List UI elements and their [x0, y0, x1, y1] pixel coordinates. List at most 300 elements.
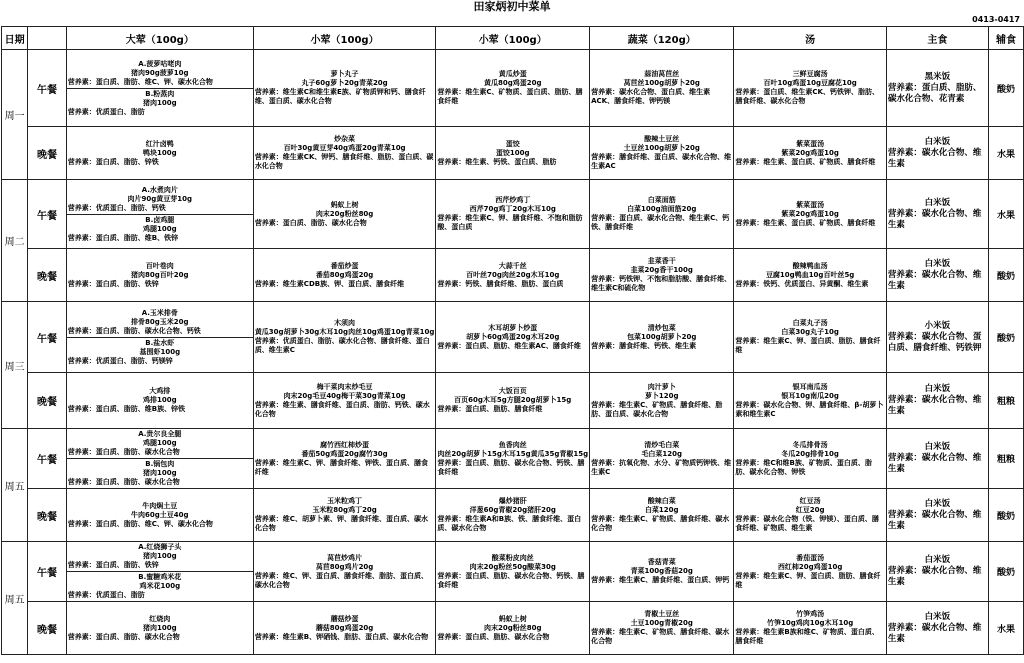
big-meat-option: [68, 262, 252, 289]
dish-nutrients: 营养素：蛋白质、脂肪、碳水化合物: [67, 478, 180, 486]
soup-cell: [734, 602, 886, 655]
small-meat-2-cell: [436, 489, 590, 542]
dish-ingredients: 玉米粒80g鸡丁20g: [312, 506, 377, 514]
small-meat-2-cell: [436, 50, 590, 127]
dish-nutrients: 营养素：碳水化合物、维生素: [887, 622, 982, 644]
dish-name: 白米饭: [924, 555, 951, 565]
dish-ingredients: 百叶30g黄豆芽40g鸡蛋20g青菜10g: [283, 144, 406, 152]
dish-name: 红烧肉: [149, 614, 171, 623]
dish-nutrients: 营养素：膳食纤维、钙铁、维生素: [591, 341, 697, 350]
soup-cell: [734, 127, 886, 180]
soup-cell: [734, 249, 886, 302]
header-date: 日期: [2, 27, 28, 50]
dish-name: 酸辣土豆丝: [644, 135, 680, 143]
dish-ingredients: 排骨80g玉米20g: [131, 317, 189, 326]
dish-name: 白米饭: [924, 136, 951, 147]
meal-row: [2, 373, 1024, 429]
staple-cell: [886, 249, 988, 302]
dish-ingredients: 基围虾100g: [139, 347, 181, 356]
big-meat-cell: [66, 429, 253, 489]
dish-ingredients: 鸡腿100g: [142, 224, 177, 233]
big-meat-option: [67, 215, 253, 244]
header-meat-big: 大荤（100g）: [66, 27, 253, 50]
dish-ingredients: 猪肉100g: [142, 552, 177, 560]
dish-ingredients: 白菜30g丸子10g: [781, 328, 839, 336]
small-meat-1-cell: [253, 302, 436, 373]
dish-name: 番茄蛋汤: [796, 553, 825, 562]
dish-name: B.锅包肉: [145, 460, 175, 468]
dish-nutrients: 营养素：蛋白质、脂肪、维生素AC、膳食纤维: [437, 341, 581, 350]
dish-ingredients: 蛋饺100g: [495, 148, 530, 157]
dish-nutrients: 营养素：蛋白质、脂肪、碳水化合物、钙铁: [67, 326, 201, 335]
big-meat-cell: [66, 542, 253, 602]
dish-nutrients: 营养素：维生素、蛋白质、矿物质、膳食纤维: [735, 218, 876, 227]
header-veg: 蔬菜（120g）: [590, 27, 734, 50]
dish-nutrients: 营养素：维C、钾、蛋白质、膳食纤维、脂肪、蛋白质、碳水化合物: [254, 571, 428, 589]
big-meat-option: [67, 185, 253, 215]
dish-nutrients: 营养素：钙铁、膳食纤维、脂肪、蛋白质: [437, 279, 564, 288]
dish-ingredients: 萝卜120g: [644, 391, 679, 400]
day-label: 周五: [2, 542, 28, 655]
day-label: 周五: [2, 429, 28, 542]
small-meat-1-cell: [253, 489, 436, 542]
veg-cell: [590, 302, 734, 373]
dish-ingredients: 竹笋10g鸡肉10g木耳10g: [767, 619, 854, 627]
dish-ingredients: 黄瓜80g鸡蛋20g: [483, 79, 542, 87]
soup-cell: [734, 50, 886, 127]
dish-name: 竹笋鸡汤: [796, 610, 825, 618]
dish-name: 番茄炒蛋: [330, 261, 359, 270]
dish-name: 三鲜豆腐汤: [792, 70, 828, 78]
dish-name: B.粉蒸肉: [145, 89, 175, 98]
dish-name: 木耳胡萝卜炒蛋: [488, 323, 538, 332]
header-soup: 汤: [734, 27, 886, 50]
dish-name: 大饭百页: [498, 387, 527, 395]
dish-ingredients: 莴苣丝100g胡萝卜20g: [623, 79, 700, 87]
big-meat-option: [68, 140, 252, 167]
big-meat-cell: [66, 180, 253, 249]
dish-nutrients: 营养素：优质蛋白、脂肪、钙镁锌: [67, 356, 173, 365]
staple-cell: [886, 180, 988, 249]
dish-ingredients: 番茄80g鸡蛋20g: [315, 270, 374, 279]
meal-label: 午餐: [28, 180, 67, 249]
dish-name: 炒杂菜: [334, 135, 356, 143]
dish-nutrients: 营养素：蛋白质、脂肪、碳水化合物、钙铁、膳食纤维: [437, 458, 585, 476]
dish-ingredients: 蘑菇80g鸡蛋20g: [315, 623, 374, 632]
dish-nutrients: 营养素：维生素C、钾、膳食纤维、钾铁、蛋白质、膳食纤维: [254, 458, 428, 476]
dish-name: 牛肉焖土豆: [142, 501, 178, 510]
dish-nutrients: 营养素：维生素A和B族、铁、膳食纤维、蛋白质、碳水化合物: [437, 515, 582, 532]
dish-nutrients: 营养素：碳水化合物、维生素: [887, 395, 982, 416]
side-dish-label: 水果: [988, 127, 1023, 180]
dish-ingredients: 毛白菜120g: [641, 449, 683, 458]
dish-ingredients: 洋葱60g青椒20g猪肝20g: [469, 506, 556, 514]
dish-name: 蛋饺: [505, 139, 520, 148]
big-meat-option: [67, 429, 253, 459]
meal-label: 晚餐: [28, 602, 67, 655]
dish-name: 大蒜千丝: [498, 261, 527, 270]
menu-body: [2, 50, 1024, 655]
dish-name: 白米饭: [924, 197, 951, 208]
dish-name: 白米饭: [924, 258, 951, 269]
dish-nutrients: 营养素：蛋白质、脂肪、碳水化合物、钙铁、膳食纤维: [437, 571, 585, 589]
dish-name: 小米饭: [924, 320, 951, 331]
dish-name: A.红烧狮子头: [138, 543, 182, 551]
meal-row: [2, 180, 1024, 249]
dish-nutrients: 营养素：维C、胡萝卜素、钾、膳食纤维、蛋白质、碳水化合物: [254, 515, 428, 532]
dish-name: A.玉米排骨: [141, 308, 178, 317]
staple-cell: [886, 50, 988, 127]
dish-nutrients: 营养素：维生素C、钾、蛋白质、脂肪、膳食纤维: [735, 571, 881, 589]
header-meat-small-2: 小荤（100g）: [436, 27, 590, 50]
dish-ingredients: 百叶10g鸡蛋10g豆腐花10g: [763, 79, 857, 87]
dish-nutrients: 营养素：优质蛋白、脂肪、钙铁: [67, 203, 166, 212]
dish-ingredients: 鸡腿100g: [142, 439, 177, 447]
small-meat-2-cell: [436, 602, 590, 655]
dish-nutrients: 营养素：维C和维B族、矿物质、蛋白质、脂肪、碳水化合物、钾铁: [735, 458, 872, 476]
dish-nutrients: 营养素：碳水化合物、维生素: [887, 269, 982, 291]
dish-nutrients: 营养素：蛋白质、脂肪、维B、铁锌: [67, 233, 179, 242]
dish-ingredients: 肉丝20g胡萝卜15g木耳15g黄瓜35g青椒15g: [437, 449, 589, 458]
dish-nutrients: 营养素：优质蛋白、脂肪: [67, 591, 145, 599]
dish-name: 红汁卤鸭: [145, 139, 174, 148]
dish-ingredients: 肉末20g毛豆40g梅干菜30g青菜10g: [283, 391, 406, 400]
big-meat-cell: [66, 302, 253, 373]
dish-name: B.蜜糖鸡米花: [138, 573, 182, 581]
dish-name: 萝卜丸子: [330, 70, 359, 78]
dish-ingredients: 紫菜20g鸡蛋10g: [781, 148, 839, 157]
meal-label: 晚餐: [28, 373, 67, 429]
dish-ingredients: 红豆20g: [795, 506, 825, 514]
dish-name: 蚂蚁上树: [498, 614, 527, 623]
veg-cell: [590, 489, 734, 542]
dish-ingredients: 猪肉100g: [142, 623, 177, 632]
veg-cell: [590, 50, 734, 127]
veg-cell: [590, 249, 734, 302]
dish-nutrients: 营养素：膳食纤维、蛋白质、碳水化合物、维生素AC: [591, 153, 732, 170]
dish-name: 清炒包菜: [647, 323, 676, 332]
dish-ingredients: 豆腐10g鸭血10g百叶丝5g: [765, 270, 855, 279]
dish-nutrients: 营养素：维生素C和维生素E族、矿物质钾和钙、膳食纤维、蛋白质、碳水化合物: [254, 88, 426, 105]
header-row: [2, 27, 1024, 50]
dish-name: 银耳南瓜汤: [792, 382, 828, 391]
dish-name: 白菜面筋: [647, 196, 676, 204]
menu-table: [1, 26, 1024, 655]
dish-ingredients: 包菜100g胡萝卜20g: [627, 332, 697, 341]
meal-row: [2, 489, 1024, 542]
dish-name: B.卤鸡腿: [145, 215, 175, 224]
side-dish-label: 粗粮: [988, 373, 1023, 429]
dish-nutrients: 营养素：碳水化合物、蛋白质、维生素ACK、膳食纤维、钾钙镁: [591, 88, 711, 105]
dish-nutrients: 营养素：蛋白质、脂肪、维B族、锌铁: [67, 405, 186, 413]
dish-ingredients: 番茄50g鸡蛋20g腐竹30g: [301, 449, 388, 458]
soup-cell: [734, 542, 886, 602]
meal-label: 晚餐: [28, 489, 67, 542]
meal-label: 午餐: [28, 429, 67, 489]
dish-ingredients: 鸡米花100g: [139, 582, 181, 590]
dish-name: 白米饭: [924, 611, 951, 622]
dish-name: 冬瓜排骨汤: [792, 440, 828, 449]
dish-name: 白菜丸子汤: [792, 319, 828, 327]
big-meat-cell: [66, 602, 253, 655]
staple-cell: [886, 542, 988, 602]
dish-ingredients: 白菜120g: [644, 506, 679, 514]
dish-nutrients: 营养素：维生素C、矿物质、膳食纤维、碳水化合物: [591, 515, 730, 532]
day-label: 周二: [2, 180, 28, 302]
side-dish-label: 酸奶: [988, 50, 1023, 127]
dish-ingredients: 百叶丝70g肉丝20g木耳10g: [466, 270, 560, 279]
veg-cell: [590, 373, 734, 429]
dish-nutrients: 营养素：维生素B、钾硒钱、脂肪、蛋白质、碳水化合物: [254, 632, 429, 641]
dish-nutrients: 营养素：碳水化合物、维生素: [887, 208, 982, 230]
small-meat-1-cell: [253, 50, 436, 127]
dish-nutrients: 营养素：蛋白质、脂肪、维C、钾、碳水化合物: [67, 519, 213, 528]
side-dish-label: 酸奶: [988, 489, 1023, 542]
staple-cell: [886, 602, 988, 655]
dish-nutrients: 营养素：蛋白质、脂肪、碳水化合物: [67, 632, 180, 641]
small-meat-1-cell: [253, 542, 436, 602]
dish-nutrients: 营养素：维生素B族和维C、矿物质、蛋白质、膳食纤维: [735, 628, 879, 645]
dish-name: 大鸡排: [149, 387, 171, 395]
meal-row: [2, 302, 1024, 373]
dish-nutrients: 营养素：蛋白质、脂肪、铁锌: [67, 279, 159, 288]
big-meat-option: [67, 59, 253, 89]
small-meat-1-cell: [253, 180, 436, 249]
staple-cell: [886, 127, 988, 180]
dish-nutrients: 营养素：蛋白质、脂肪、碳水化合物: [254, 218, 367, 227]
dish-name: 紫菜蛋汤: [796, 200, 825, 209]
big-meat-option: [68, 387, 252, 414]
dish-nutrients: 营养素：蛋白质、脂肪、碳水化合物: [437, 632, 550, 641]
dish-nutrients: 营养素：维生素、钙铁、蛋白质、脂肪: [437, 157, 557, 166]
side-dish-label: 酸奶: [988, 542, 1023, 602]
dish-name: 腐竹西红柿炒蛋: [320, 440, 370, 449]
side-dish-label: 水果: [988, 180, 1023, 249]
meal-row: [2, 542, 1024, 602]
dish-nutrients: 营养素：碳水化合物、蛋白质、膳食纤维、钙铁钾: [887, 331, 982, 353]
dish-name: 蘑菇炒蛋: [330, 614, 359, 623]
dish-name: B.盐水虾: [145, 338, 175, 347]
dish-nutrients: 营养素：碳水化合物、维生素: [887, 453, 982, 474]
dish-name: 酸菜粉皮肉丝: [491, 553, 534, 562]
dish-nutrients: 营养素：蛋白质、脂肪、锌铁: [67, 157, 159, 166]
soup-cell: [734, 429, 886, 489]
big-meat-cell: [66, 373, 253, 429]
dish-name: A.水煮肉片: [141, 185, 178, 194]
dish-ingredients: 牛肉60g土豆40g: [131, 510, 189, 519]
big-meat-cell: [66, 489, 253, 542]
dish-nutrients: 营养素：碳水化合物、维生素: [887, 566, 982, 587]
dish-ingredients: 猪肉80g百叶20g: [131, 270, 189, 279]
small-meat-1-cell: [253, 249, 436, 302]
big-meat-cell: [66, 127, 253, 180]
big-meat-option: [67, 308, 253, 338]
small-meat-1-cell: [253, 602, 436, 655]
dish-nutrients: 营养素：维生素C、矿物质、膳食纤维、脂肪、蛋白质、碳水化合物: [591, 400, 723, 418]
dish-nutrients: 营养素：钙铁钾、不饱和脂肪酸、膳食纤维、维生素C和硫化物: [591, 275, 732, 292]
big-meat-option: [68, 615, 252, 642]
dish-name: 木须肉: [334, 319, 356, 327]
dish-ingredients: 猪肉100g: [142, 469, 177, 477]
small-meat-1-cell: [253, 429, 436, 489]
date-range: 0413-0417: [972, 15, 1020, 24]
dish-ingredients: 西红柿20g鸡蛋10g: [777, 562, 843, 571]
dish-name: 清炒毛白菜: [644, 440, 680, 449]
small-meat-1-cell: [253, 373, 436, 429]
dish-ingredients: 莴苣80g鸡片20g: [315, 562, 374, 571]
header-staple: 主食: [886, 27, 988, 50]
dish-name: 红豆汤: [799, 497, 821, 505]
dish-name: 酸辣鸭血汤: [792, 261, 828, 270]
small-meat-2-cell: [436, 302, 590, 373]
big-meat-cell: [66, 249, 253, 302]
side-dish-label: 酸奶: [988, 302, 1023, 373]
dish-nutrients: 营养素：维生素CDB族、钾、蛋白质、膳食纤维: [254, 279, 405, 288]
dish-name: 青椒土豆丝: [644, 610, 680, 618]
dish-name: 韭菜香干: [647, 257, 676, 265]
side-dish-label: 酸奶: [988, 249, 1023, 302]
header-meat-small-1: 小荤（100g）: [253, 27, 436, 50]
dish-nutrients: 营养素：维生素C、矿物质、膳食纤维、碳水化合物: [591, 628, 730, 645]
dish-nutrients: 营养素：维生素、蛋白质、矿物质、膳食纤维: [735, 157, 876, 166]
meal-label: 晚餐: [28, 127, 67, 180]
dish-name: 蒜油莴苣丝: [644, 70, 680, 78]
meal-row: [2, 249, 1024, 302]
big-meat-cell: [66, 50, 253, 127]
small-meat-2-cell: [436, 429, 590, 489]
meal-row: [2, 127, 1024, 180]
dish-nutrients: 营养素：维生素C、钾、膳食纤维、不饱和脂肪酸、蛋白质: [437, 214, 583, 231]
dish-name: 西芹炒鸡丁: [495, 196, 531, 204]
header-meal: [28, 27, 67, 50]
big-meat-option: [68, 502, 252, 529]
dish-nutrients: 营养素：碳水化合物（铁、钾镁）、蛋白质、膳食纤维、矿物质、维生素: [735, 515, 879, 532]
dish-nutrients: 营养素：碳水化合物、维生素: [887, 147, 982, 169]
dish-name: 黑米饭: [924, 71, 951, 82]
dish-nutrients: 营养素：维生素C、钾、蛋白质、脂肪、膳食纤维: [735, 337, 881, 354]
dish-nutrients: 营养素：蛋白质、脂肪、碳水化合物: [67, 448, 180, 456]
dish-nutrients: 营养素：优质蛋白、脂肪: [67, 107, 145, 116]
veg-cell: [590, 602, 734, 655]
staple-cell: [886, 429, 988, 489]
meal-label: 午餐: [28, 302, 67, 373]
dish-name: 玉米粒鸡丁: [327, 497, 363, 505]
dish-name: A.菠萝咕咾肉: [138, 59, 182, 68]
soup-cell: [734, 489, 886, 542]
dish-name: 白米饭: [924, 384, 951, 394]
dish-name: 梅干菜肉末炒毛豆: [316, 382, 373, 391]
dish-ingredients: 猪肉100g: [142, 98, 177, 107]
dish-nutrients: 营养素：维生素C、矿物质、蛋白质、脂肪、膳食纤维: [437, 88, 583, 105]
big-meat-option: [67, 338, 253, 367]
day-label: 周一: [2, 50, 28, 180]
dish-name: 酸辣白菜: [647, 497, 676, 505]
page-title: 田家炳初中菜单: [473, 0, 551, 13]
dish-nutrients: 营养素：优质蛋白、脂肪、碳水化合物、膳食纤维、蛋白质、维生素C: [254, 337, 430, 354]
small-meat-2-cell: [436, 249, 590, 302]
dish-ingredients: 鸡排100g: [142, 396, 177, 404]
staple-cell: [886, 489, 988, 542]
dish-ingredients: 肉片90g黄豆芽10g: [127, 194, 193, 203]
dish-name: 爆炒猪肝: [498, 497, 527, 505]
meal-label: 晚餐: [28, 249, 67, 302]
day-label: 周三: [2, 302, 28, 429]
dish-ingredients: 银耳10g南瓜20g: [781, 391, 839, 400]
dish-name: 黄瓜炒蛋: [498, 70, 527, 78]
dish-nutrients: 营养素：蛋白质、脂肪、碳水化合物、花青素: [887, 82, 982, 104]
dish-nutrients: 营养素：铁钙、优质蛋白、异黄酮、维生素: [735, 279, 869, 288]
dish-ingredients: 韭菜20g香干100g: [630, 266, 693, 274]
dish-nutrients: 营养素：蛋白质、维生素CK、钙铁钾、脂肪、膳食纤维、碳水化合物: [735, 88, 879, 105]
dish-name: 莴苣炒鸡片: [327, 553, 363, 562]
dish-name: 鱼香肉丝: [498, 440, 527, 449]
big-meat-option: [67, 89, 253, 118]
meal-label: 午餐: [28, 542, 67, 602]
dish-nutrients: 营养素：碳水化合物、维生素: [887, 509, 982, 531]
small-meat-2-cell: [436, 373, 590, 429]
dish-ingredients: 青菜100g香菇20g: [630, 567, 693, 575]
dish-nutrients: 营养素：蛋白质、脂肪、膳食纤维: [437, 405, 543, 413]
dish-ingredients: 鸭块100g: [142, 148, 177, 157]
dish-name: 紫菜蛋汤: [796, 139, 825, 148]
dish-nutrients: 营养素：维生素C、膳食纤维、蛋白质、钾钙: [591, 576, 730, 584]
dish-ingredients: 百页60g木耳5g方腿20g胡萝卜15g: [454, 396, 572, 404]
dish-ingredients: 胡萝卜60g鸡蛋20g木耳20g: [466, 332, 560, 341]
dish-nutrients: 营养素：维生素CK、钾钙、膳食纤维、脂肪、蛋白质、碳水化合物: [254, 153, 434, 170]
dish-nutrients: 营养素：蛋白质、碳水化合物、维生素C、钙铁、膳食纤维: [591, 214, 730, 231]
small-meat-2-cell: [436, 180, 590, 249]
meal-label: 午餐: [28, 50, 67, 127]
small-meat-1-cell: [253, 127, 436, 180]
dish-name: A.贵尔良全腿: [138, 430, 182, 438]
dish-ingredients: 土豆丝100g胡萝卜20g: [623, 144, 700, 152]
small-meat-2-cell: [436, 127, 590, 180]
dish-nutrients: 营养素：碳水化合物、钾、膳食纤维、β-胡萝卜素和维生素C: [735, 400, 884, 418]
dish-ingredients: 黄瓜30g胡萝卜30g木耳10g肉丝10g鸡蛋10g青菜10g: [254, 328, 435, 336]
soup-cell: [734, 180, 886, 249]
header-side: 辅食: [988, 27, 1023, 50]
small-meat-2-cell: [436, 542, 590, 602]
dish-name: 蚂蚁上树: [330, 200, 359, 209]
dish-nutrients: 营养素：蛋白质、脂肪、铁锌: [67, 561, 159, 569]
dish-ingredients: 紫菜20g鸡蛋10g: [781, 209, 839, 218]
soup-cell: [734, 373, 886, 429]
dish-nutrients: 营养素：蛋白质、脂肪、维C、钾、碳水化合物: [67, 77, 213, 86]
dish-ingredients: 丸子60g萝卜20g青菜20g: [301, 79, 388, 87]
big-meat-option: [67, 542, 253, 572]
soup-cell: [734, 302, 886, 373]
dish-name: 白米饭: [924, 442, 951, 452]
dish-ingredients: 猪肉90g菠萝10g: [131, 68, 189, 77]
veg-cell: [590, 542, 734, 602]
veg-cell: [590, 180, 734, 249]
meal-row: [2, 50, 1024, 127]
staple-cell: [886, 373, 988, 429]
dish-ingredients: 冬瓜20g排骨10g: [781, 449, 839, 458]
dish-name: 香菇青菜: [647, 558, 676, 566]
side-dish-label: 水果: [988, 602, 1023, 655]
dish-ingredients: 白菜100g油面筋20g: [627, 205, 697, 213]
dish-name: 肉汁萝卜: [647, 382, 676, 391]
dish-ingredients: 西芹70g鸡丁20g木耳10g: [469, 205, 556, 213]
staple-cell: [886, 302, 988, 373]
dish-name: 白米饭: [924, 498, 951, 509]
dish-ingredients: 肉末20g粉丝80g: [315, 209, 374, 218]
dish-nutrients: 营养素：抗氧化物、水分、矿物质钙钾铁、维生素C: [591, 458, 732, 476]
dish-name: 百叶卷肉: [145, 261, 174, 270]
meal-row: [2, 429, 1024, 489]
dish-ingredients: 土豆100g青椒20g: [630, 619, 693, 627]
